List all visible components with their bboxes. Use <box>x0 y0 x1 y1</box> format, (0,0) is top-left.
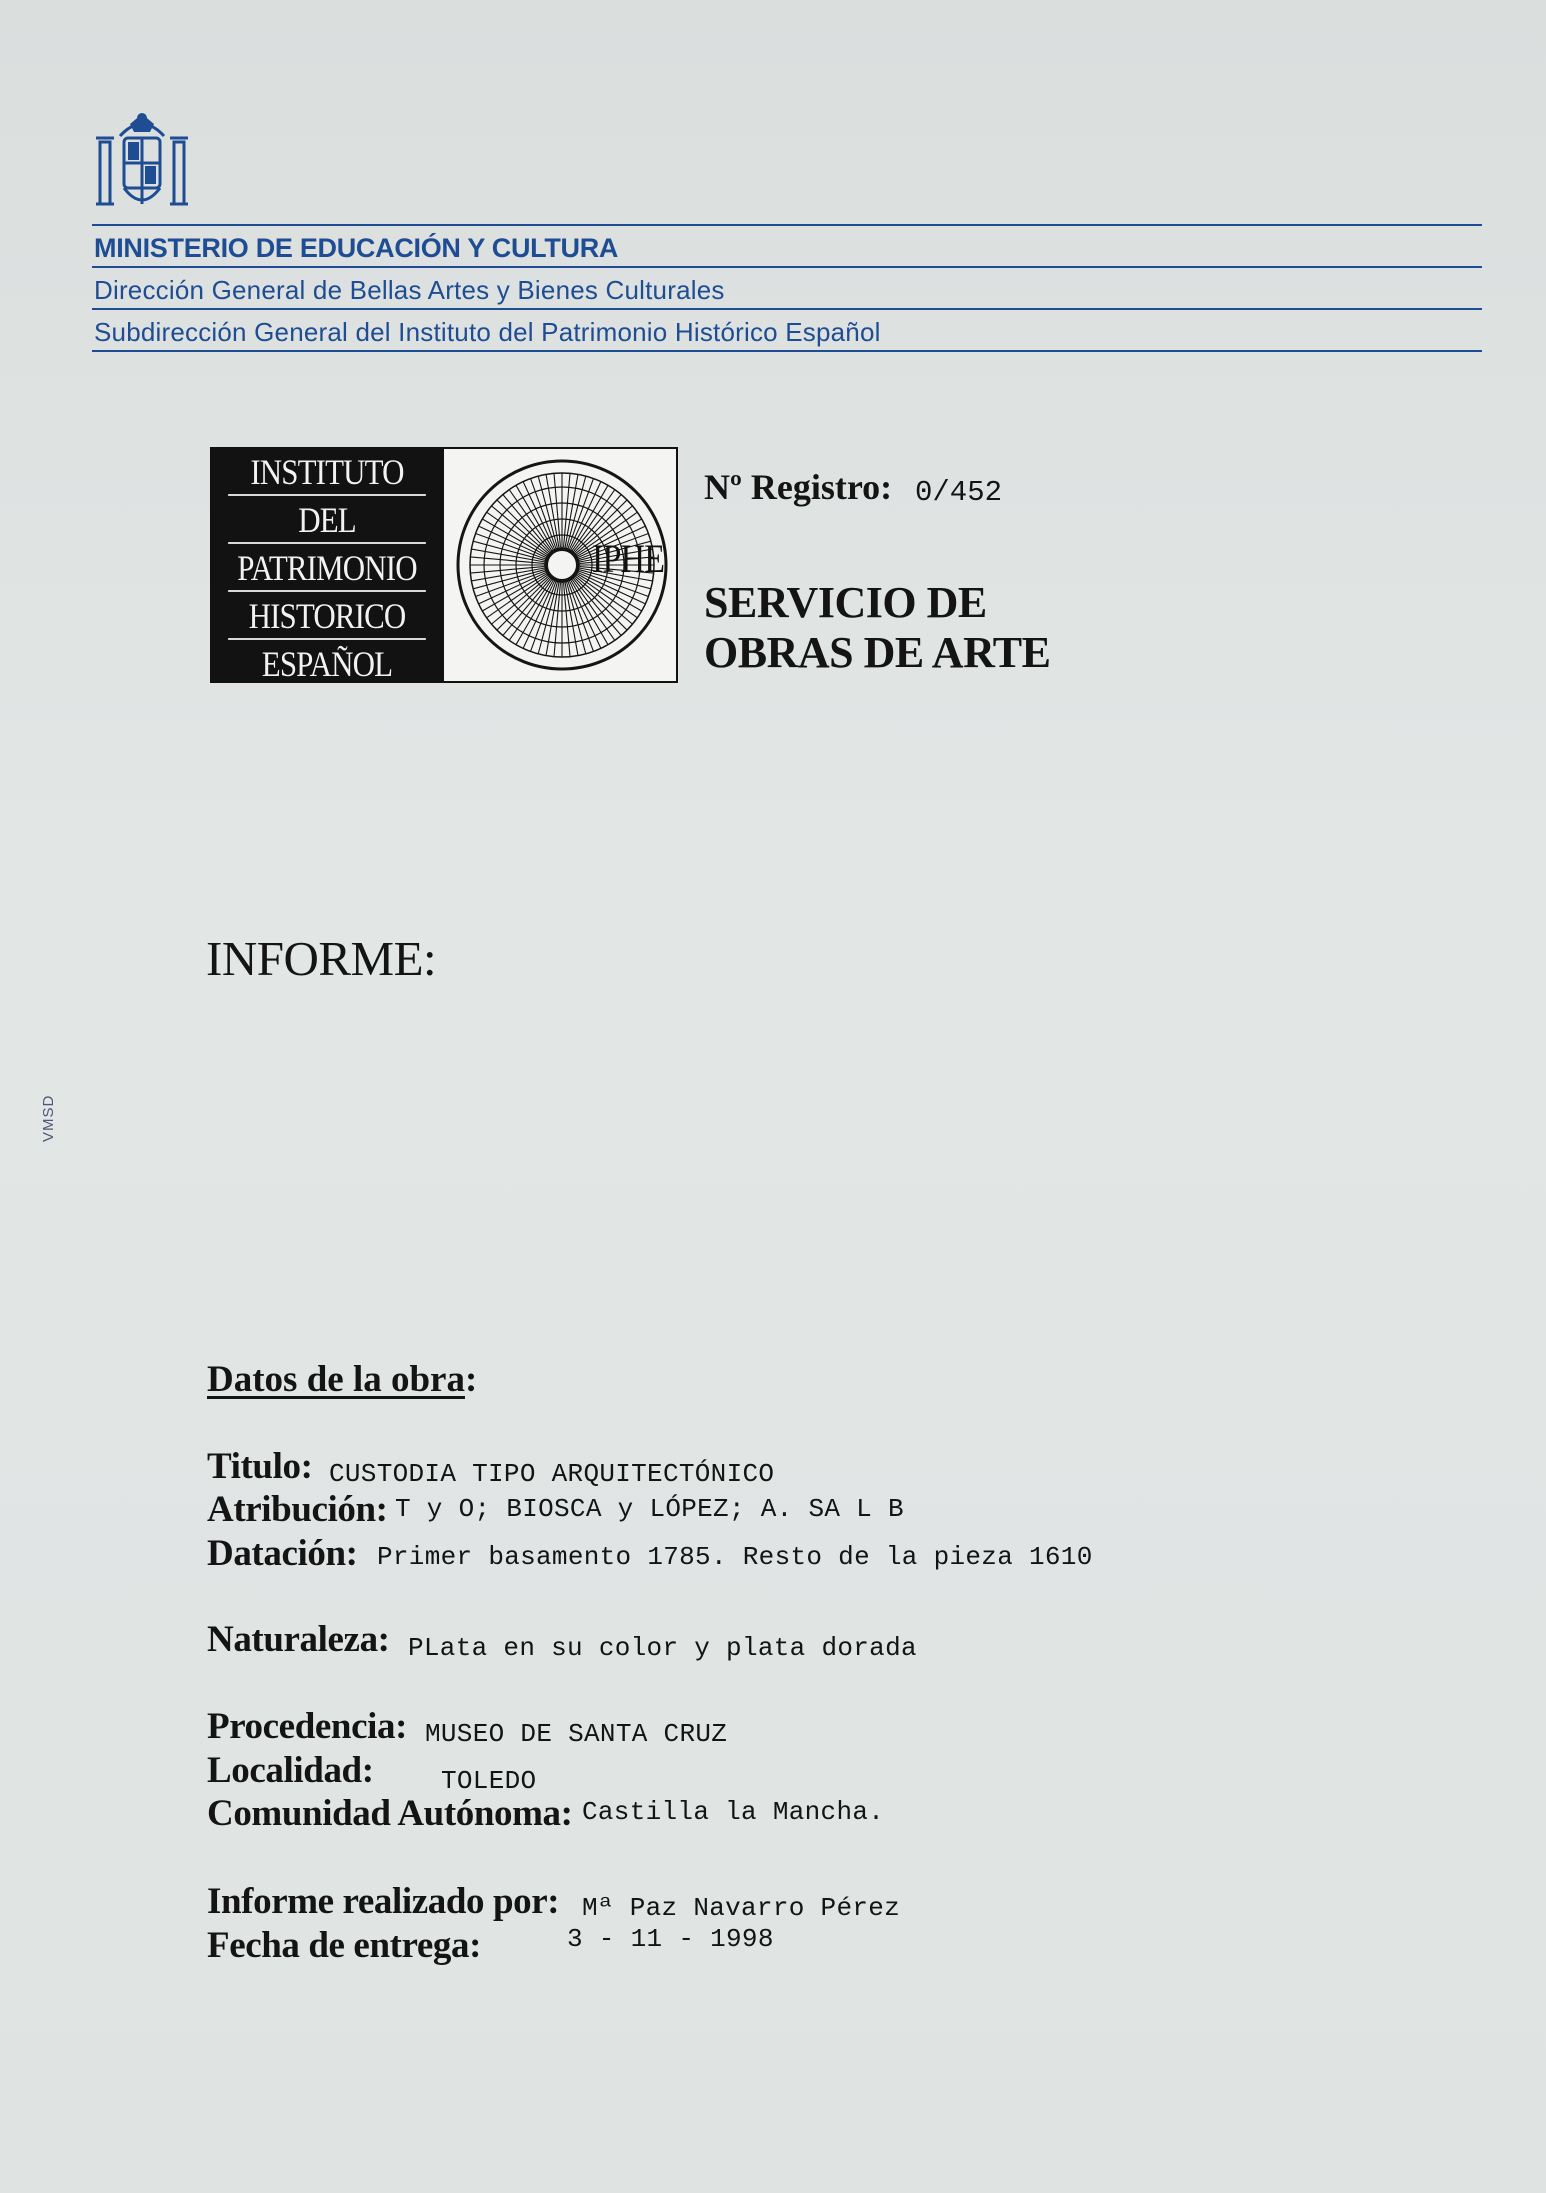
ministry-header <box>92 224 1482 352</box>
field-value: Primer basamento 1785. Resto de la pieza 1610 <box>377 1542 1093 1572</box>
report-heading: INFORME: <box>206 931 437 986</box>
field-value: PLata en su color y plata dorada <box>408 1633 917 1663</box>
rosette-spoke <box>479 573 546 604</box>
field-value: 3 - 11 - 1998 <box>567 1924 774 1954</box>
field-value: Mª Paz Navarro Pérez <box>582 1893 901 1923</box>
general-direction-row <box>92 266 1482 308</box>
field-label: Naturaleza: <box>207 1619 390 1660</box>
field-label: Atribución: <box>207 1489 388 1530</box>
artwork-section-heading <box>207 1358 477 1401</box>
general-direction: Dirección General de Bellas Artes y Bienes Culturales <box>94 275 725 305</box>
field-label: Procedencia: <box>207 1706 408 1747</box>
field-comunidad <box>207 1792 885 1835</box>
field-label: Comunidad Autónoma: <box>207 1793 573 1834</box>
institute-name-line: ESPAÑOL <box>261 644 393 684</box>
subdirection-row <box>92 308 1482 352</box>
institute-name-block <box>212 449 444 684</box>
field-label: Localidad: <box>207 1750 374 1791</box>
field-naturaleza <box>207 1618 917 1663</box>
field-value: T y O; BIOSCA y LÓPEZ; A. SA L B <box>395 1494 904 1524</box>
institute-name-line: INSTITUTO <box>228 450 426 496</box>
side-stamp: VMSD <box>40 1094 57 1142</box>
field-value: Castilla la Mancha. <box>582 1797 885 1827</box>
institute-name-line: DEL <box>228 498 426 544</box>
ministry-name-row <box>92 224 1482 266</box>
rosette-spoke <box>523 482 554 549</box>
field-fecha-entrega <box>207 1924 774 1967</box>
field-label: Titulo: <box>207 1446 313 1487</box>
service-title-line: SERVICIO DE <box>704 578 987 627</box>
field-label: Fecha de entrega: <box>207 1925 482 1966</box>
service-title <box>704 578 1051 678</box>
subdirection: Subdirección General del Instituto del Patrimonio Histórico Español <box>94 317 881 347</box>
institute-logo <box>210 447 678 683</box>
field-datacion <box>207 1532 1093 1575</box>
institute-acronym: IPHE <box>592 536 665 581</box>
ministry-name: MINISTERIO DE EDUCACIÓN Y CULTURA <box>94 233 619 263</box>
registro-value: 0/452 <box>915 476 1003 509</box>
registro-label: Nº Registro: <box>704 467 893 507</box>
field-atribucion <box>207 1488 904 1531</box>
artwork-section-heading-text: Datos de la obra <box>207 1359 465 1400</box>
rosette-spoke <box>479 526 546 557</box>
service-title-line: OBRAS DE ARTE <box>704 628 1051 677</box>
field-label: Informe realizado por: <box>207 1881 560 1922</box>
rosette-spoke <box>523 581 554 648</box>
field-procedencia <box>207 1705 728 1749</box>
rosette-spoke <box>570 581 601 648</box>
field-value: CUSTODIA TIPO ARQUITECTÓNICO <box>329 1459 775 1489</box>
institute-name-line: PATRIMONIO <box>228 546 426 592</box>
field-value: MUSEO DE SANTA CRUZ <box>425 1719 728 1749</box>
heading-colon: : <box>464 1359 478 1400</box>
institute-name-line: HISTORICO <box>228 594 426 640</box>
coat-of-arms-icon <box>90 108 194 218</box>
field-label: Datación: <box>207 1533 358 1574</box>
field-informe-por <box>207 1880 901 1923</box>
field-value: TOLEDO <box>441 1766 537 1796</box>
field-titulo <box>207 1445 775 1489</box>
field-localidad <box>207 1749 537 1796</box>
